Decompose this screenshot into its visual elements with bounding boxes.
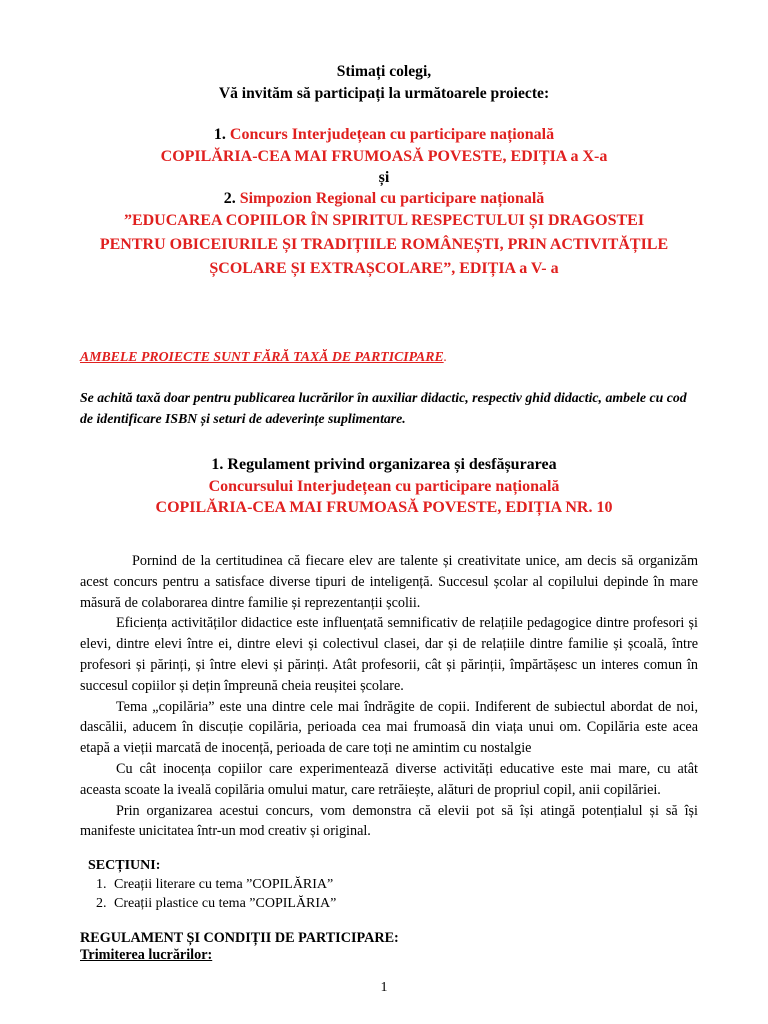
fee-notice-suffix: .: [443, 349, 448, 364]
fee-details: Se achită taxă doar pentru publicarea lucrărilor în auxiliar didactic, respectiv ghid didactic, ambele cu cod de identificare ISBN și seturi de adeverințe suplimentare.: [80, 390, 687, 426]
sections-heading: SECȚIUNI:: [88, 858, 161, 873]
project2-title-line-1: ”EDUCAREA COPIILOR ÎN SPIRITUL RESPECTULUI ȘI DRAGOSTEI: [123, 212, 645, 229]
rules-heading: REGULAMENT ȘI CONDIȚII DE PARTICIPARE:: [80, 930, 399, 946]
paragraph: Eficiența activităților didactice este influențată semnificativ de relațiile pedagogice dintre profesori și elevi, dintre elevi între ei, dintre elevi și colectivul clasei, dar și de relațiile dintre familie și școală, între profesori și părinți, și între elevi și părinți. Atât profesorii, cât și părinții, împărtășesc un interes comun în succesul copiilor și dețin împreună cheia reușitei școlare.: [80, 615, 698, 694]
body-text: [80, 551, 698, 842]
paragraph: Cu cât inocența copiilor care experimentează diverse activități educative este mai mare, cu atât aceasta scoate la iveală copilăria omului matur, care retrăiește, alături de propriul copil, anii copilăriei.: [80, 760, 698, 798]
project1-type-line: [0, 124, 768, 145]
project1-number: 1.: [213, 126, 226, 143]
project2-type: Simpozion Regional cu participare națională: [239, 190, 545, 207]
project2-type-line: [0, 188, 768, 209]
sections-list: [84, 875, 684, 913]
project2-title-line-3: ȘCOLARE ȘI EXTRAȘCOLARE”, EDIȚIA a V- a: [209, 260, 559, 277]
list-item: 2. Creații plastice cu tema ”COPILĂRIA”: [110, 894, 684, 913]
regulation-heading-line-1: 1. Regulament privind organizarea și desfășurarea: [211, 456, 557, 473]
project1-title: COPILĂRIA-CEA MAI FRUMOASĂ POVESTE, EDIȚIA a X-a: [160, 148, 608, 165]
regulation-heading-line-2: Concursului Interjudețean cu participare națională: [208, 478, 560, 495]
paragraph: Tema „copilăria” este una dintre cele mai îndrăgite de copii. Indiferent de subiectul abordat de noi, dascălii, aducem în discuție copilăria, perioada cea mai frumoasă din viața unui om. Copilăria este acea etapă a vieții marcată de inocență, perioada de care toți ne amintim cu nostalgie: [80, 698, 698, 757]
rules-subheading: Trimiterea lucrărilor:: [80, 947, 213, 963]
list-item: 1. Creații literare cu tema ”COPILĂRIA”: [110, 875, 684, 894]
project2-number: 2.: [223, 190, 236, 207]
sections-block: [84, 856, 684, 913]
greeting: Stimați colegi,: [336, 63, 432, 80]
fee-notice-text: AMBELE PROIECTE SUNT FĂRĂ TAXĂ DE PARTICIPARE: [80, 349, 444, 364]
invitation-line: Vă invităm să participați la următoarele proiecte:: [218, 85, 550, 102]
conjunction: și: [378, 169, 390, 186]
paragraph: Pornind de la certitudinea că fiecare elev are talente și creativitate unice, am decis să organizăm acest concurs pentru a satisface diverse tipuri de inteligență. Succesul școlar al copilului depinde în mare măsură de colaborarea dintre familie și reprezentanții școlii.: [80, 553, 698, 611]
fee-notice: [80, 346, 700, 367]
paragraph: Prin organizarea acestui concurs, vom demonstra că elevii pot să își atingă potențialul și să își manifeste unicitatea într-un mod creativ și original.: [80, 802, 698, 840]
page-number: 1: [380, 980, 388, 995]
regulation-heading-line-3: COPILĂRIA-CEA MAI FRUMOASĂ POVESTE, EDIȚIA NR. 10: [155, 499, 613, 516]
project1-type: Concurs Interjudețean cu participare națională: [229, 126, 555, 143]
project2-title-line-2: PENTRU OBICEIURILE ȘI TRADIȚIILE ROMÂNEȘTI, PRIN ACTIVITĂȚILE: [99, 236, 669, 253]
